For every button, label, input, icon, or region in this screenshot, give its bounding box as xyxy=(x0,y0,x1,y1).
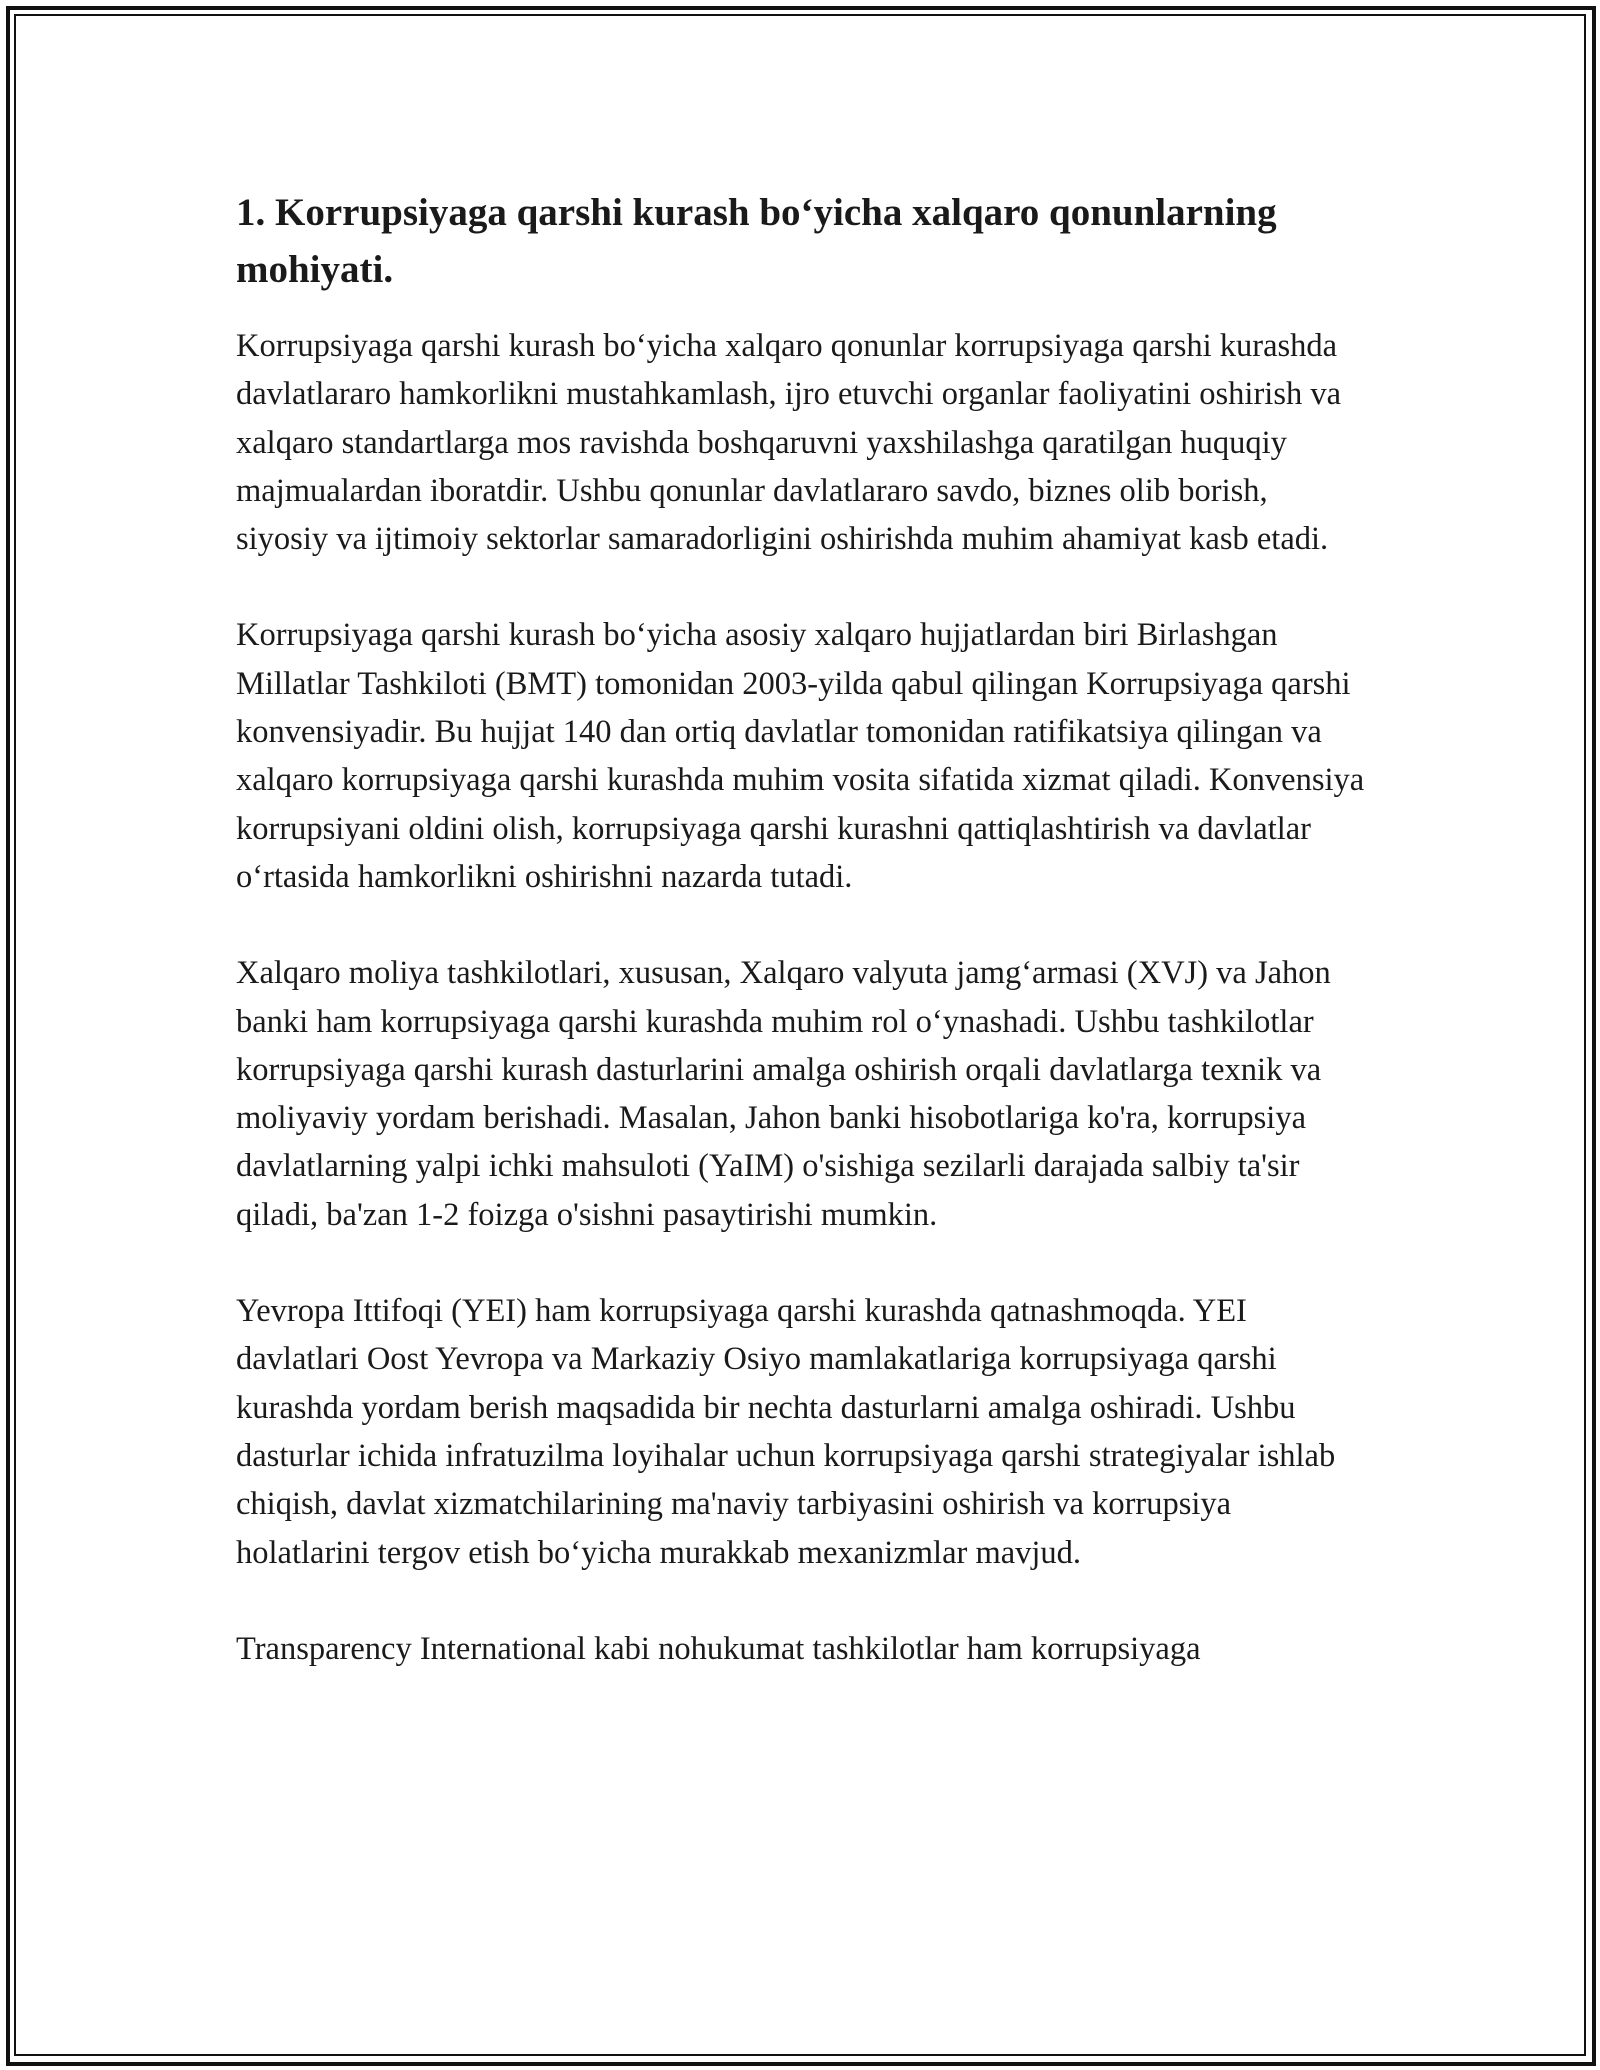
section-heading: 1. Korrupsiyaga qarshi kurash bo‘yicha xalqaro qonunlarning mohiyati. xyxy=(236,191,1277,291)
paragraph-3: Xalqaro moliya tashkilotlari, xususan, Xalqaro valyuta jamg‘armasi (XVJ) va Jahon banki ham korrupsiyaga qarshi kurashda muhim rol o‘ynashadi. Ushbu tashkilotlar korrupsiyaga qarshi kurash dasturlarini amalga oshirish orqali davlatlarga texnik va moliyaviy yordam berishadi. Masalan, Jahon banki hisobotlariga ko'ra, korrupsiya davlatlarning yalpi ichki mahsuloti (YaIM) o'sishiga sezilarli darajada salbiy ta'sir qiladi, ba'zan 1-2 foizga o'sishni pasaytirishi mumkin. xyxy=(236,955,1331,1233)
paragraph-4: Yevropa Ittifoqi (YEI) ham korrupsiyaga qarshi kurashda qatnashmoqda. YEI davlatlari Oost Yevropa va Markaziy Osiyo mamlakatlariga korrupsiyaga qarshi kurashda yordam berish maqsadida bir nechta dasturlarni amalga oshiradi. Ushbu dasturlar ichida infratuzilma loyihalar uchun korrupsiyaga qarshi strategiyalar ishlab chiqish, davlat xizmatchilarining ma'naviy tarbiyasini oshirish va korrupsiya holatlarini tergov etish bo‘yicha murakkab mexanizmlar mavjud. xyxy=(236,1293,1336,1571)
paragraph-5: Transparency International kabi nohukumat tashkilotlar ham korrupsiyaga xyxy=(236,1630,1201,1667)
document-body xyxy=(236,184,1366,1721)
paragraph-1: Korrupsiyaga qarshi kurash bo‘yicha xalqaro qonunlar korrupsiyaga qarshi kurashda davlatlararo hamkorlikni mustahkamlash, ijro etuvchi organlar faoliyatini oshirish va xalqaro standartlarga mos ravishda boshqaruvni yaxshilashga qaratilgan huquqiy majmualardan iboratdir. Ushbu qonunlar davlatlararo savdo, biznes olib borish, siyosiy va ijtimoiy sektorlar samaradorligini oshirishda muhim ahamiyat kasb etadi. xyxy=(236,328,1342,558)
paragraph-2: Korrupsiyaga qarshi kurash bo‘yicha asosiy xalqaro hujjatlardan biri Birlashgan Millatlar Tashkiloti (BMT) tomonidan 2003-yilda qabul qilingan Korrupsiyaga qarshi konvensiyadir. Bu hujjat 140 dan ortiq davlatlar tomonidan ratifikatsiya qilingan va xalqaro korrupsiyaga qarshi kurashda muhim vosita sifatida xizmat qiladi. Konvensiya korrupsiyani oldini olish, korrupsiyaga qarshi kurashni qattiqlashtirish va davlatlar o‘rtasida hamkorlikni oshirishni nazarda tutadi. xyxy=(236,617,1365,895)
